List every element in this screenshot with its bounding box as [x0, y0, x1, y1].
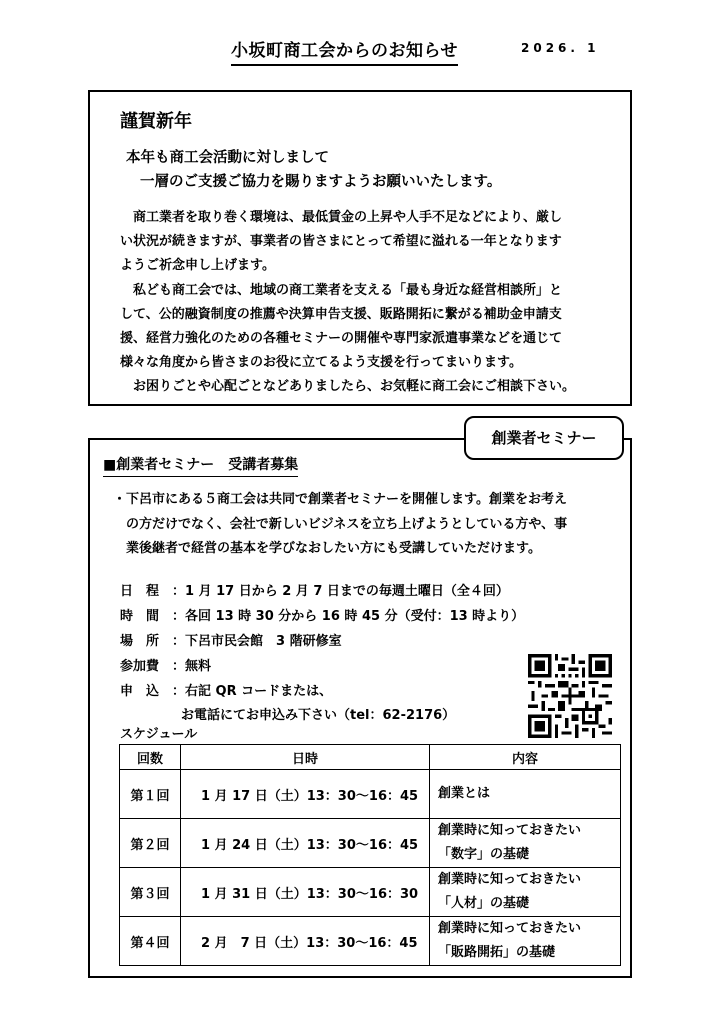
schedule-table: [119, 744, 621, 966]
session-number: 第３回: [120, 868, 181, 917]
seminar-tag: 創業者セミナー: [464, 416, 624, 460]
session-number: 第１回: [120, 770, 181, 819]
detail-value: ：1 月 17 日から 2 月 7 日までの毎週土曜日（全４回）: [172, 584, 509, 599]
session-number: 第４回: [120, 917, 181, 966]
apply-phone-line: お電話にてお申込み下さい（tel：62-2176）: [181, 708, 456, 723]
paragraph-line: 援、経営力強化のための各種セミナーの開催や専門家派遣事業などを通じて: [120, 331, 563, 347]
paragraph-line: い状況が続きますが、事業者の皆さまにとって希望に溢れる一年となります: [120, 234, 562, 250]
seminar-section-title: ■創業者セミナー 受講者募集: [103, 454, 298, 477]
header-count: 回数: [120, 745, 181, 770]
session-content: [430, 819, 621, 868]
content-line: 「数字」の基礎: [438, 847, 530, 862]
paragraph-line: お困りごとや心配ごとなどありましたら、お気軽に商工会にご相談下さい。: [120, 379, 576, 395]
detail-value: ：無料: [172, 659, 212, 674]
table-row: [120, 770, 621, 819]
detail-label: 参加費: [120, 659, 160, 674]
schedule-label: スケジュール: [120, 727, 198, 742]
page-title: 小坂町商工会からのお知らせ: [231, 36, 458, 66]
issue-date: 2026. 1: [521, 41, 600, 55]
content-line: 「販路開拓」の基礎: [438, 945, 556, 960]
detail-label: 時 間: [120, 609, 160, 624]
paragraph-line: して、公的融資制度の推薦や決算申告支援、販路開拓に繋がる補助金申請支: [120, 306, 562, 322]
content-line: 創業時に知っておきたい: [438, 921, 582, 936]
session-number: 第２回: [120, 819, 181, 868]
header-datetime: 日時: [181, 745, 430, 770]
session-datetime: 1 月 24 日（土）13：30～16：45: [181, 819, 430, 868]
session-content: [430, 770, 621, 819]
detail-fee: [120, 655, 211, 674]
table-row: [120, 819, 621, 868]
content-line: 創業時に知っておきたい: [438, 872, 582, 887]
paragraph-line: ようご祈念申し上げます。: [120, 258, 275, 274]
detail-value: ：右記 QR コードまたは、: [172, 684, 333, 699]
detail-apply: [120, 680, 332, 699]
detail-value: ：下呂市民会館 3 階研修室: [172, 634, 342, 649]
content-line: 「人材」の基礎: [438, 896, 530, 911]
detail-time: [120, 605, 524, 624]
detail-label: 場 所: [120, 634, 160, 649]
table-header-row: [120, 745, 621, 770]
content-line: 創業とは: [438, 786, 491, 801]
new-year-title: 謹賀新年: [120, 111, 192, 132]
qr-code-icon[interactable]: [528, 654, 612, 738]
paragraph-line: 私ども商工会では、地域の商工業者を支える「最も身近な経営相談所」と: [120, 282, 563, 298]
table-row: [120, 868, 621, 917]
greeting-line-1: 本年も商工会活動に対しまして: [126, 150, 329, 166]
detail-schedule: [120, 580, 509, 599]
seminar-intro: [113, 488, 567, 562]
intro-line: 業後継者で経営の基本を学びなおしたい方にも受講していただけます。: [113, 541, 541, 556]
detail-label: 日 程: [120, 584, 160, 599]
greeting-line-2: 一層のご支援ご協力を賜りますようお願いいたします。: [140, 174, 502, 190]
intro-line: ・下呂市にある５商工会は共同で創業者セミナーを開催します。創業をお考え: [113, 492, 567, 507]
detail-place: [120, 630, 342, 649]
intro-line: の方だけでなく、会社で新しいビジネスを立ち上げようとしている方や、事: [113, 516, 568, 532]
session-datetime: 1 月 31 日（土）13：30～16：30: [181, 868, 430, 917]
session-content: [430, 917, 621, 966]
new-year-paragraph: [120, 206, 575, 400]
session-datetime: 2 月 7 日（土）13：30～16：45: [181, 917, 430, 966]
detail-value: ：各回 13 時 30 分から 16 時 45 分（受付：13 時より）: [172, 609, 525, 624]
paragraph-line: 商工業者を取り巻く環境は、最低賃金の上昇や人手不足などにより、厳し: [120, 210, 563, 225]
detail-label: 申 込: [120, 684, 160, 699]
content-line: 創業時に知っておきたい: [438, 823, 582, 838]
session-content: [430, 868, 621, 917]
table-row: [120, 917, 621, 966]
paragraph-line: 様々な角度から皆さまのお役に立てるよう支援を行ってまいります。: [120, 355, 522, 371]
header-content: 内容: [430, 745, 621, 770]
session-datetime: 1 月 17 日（土）13：30～16：45: [181, 770, 430, 819]
